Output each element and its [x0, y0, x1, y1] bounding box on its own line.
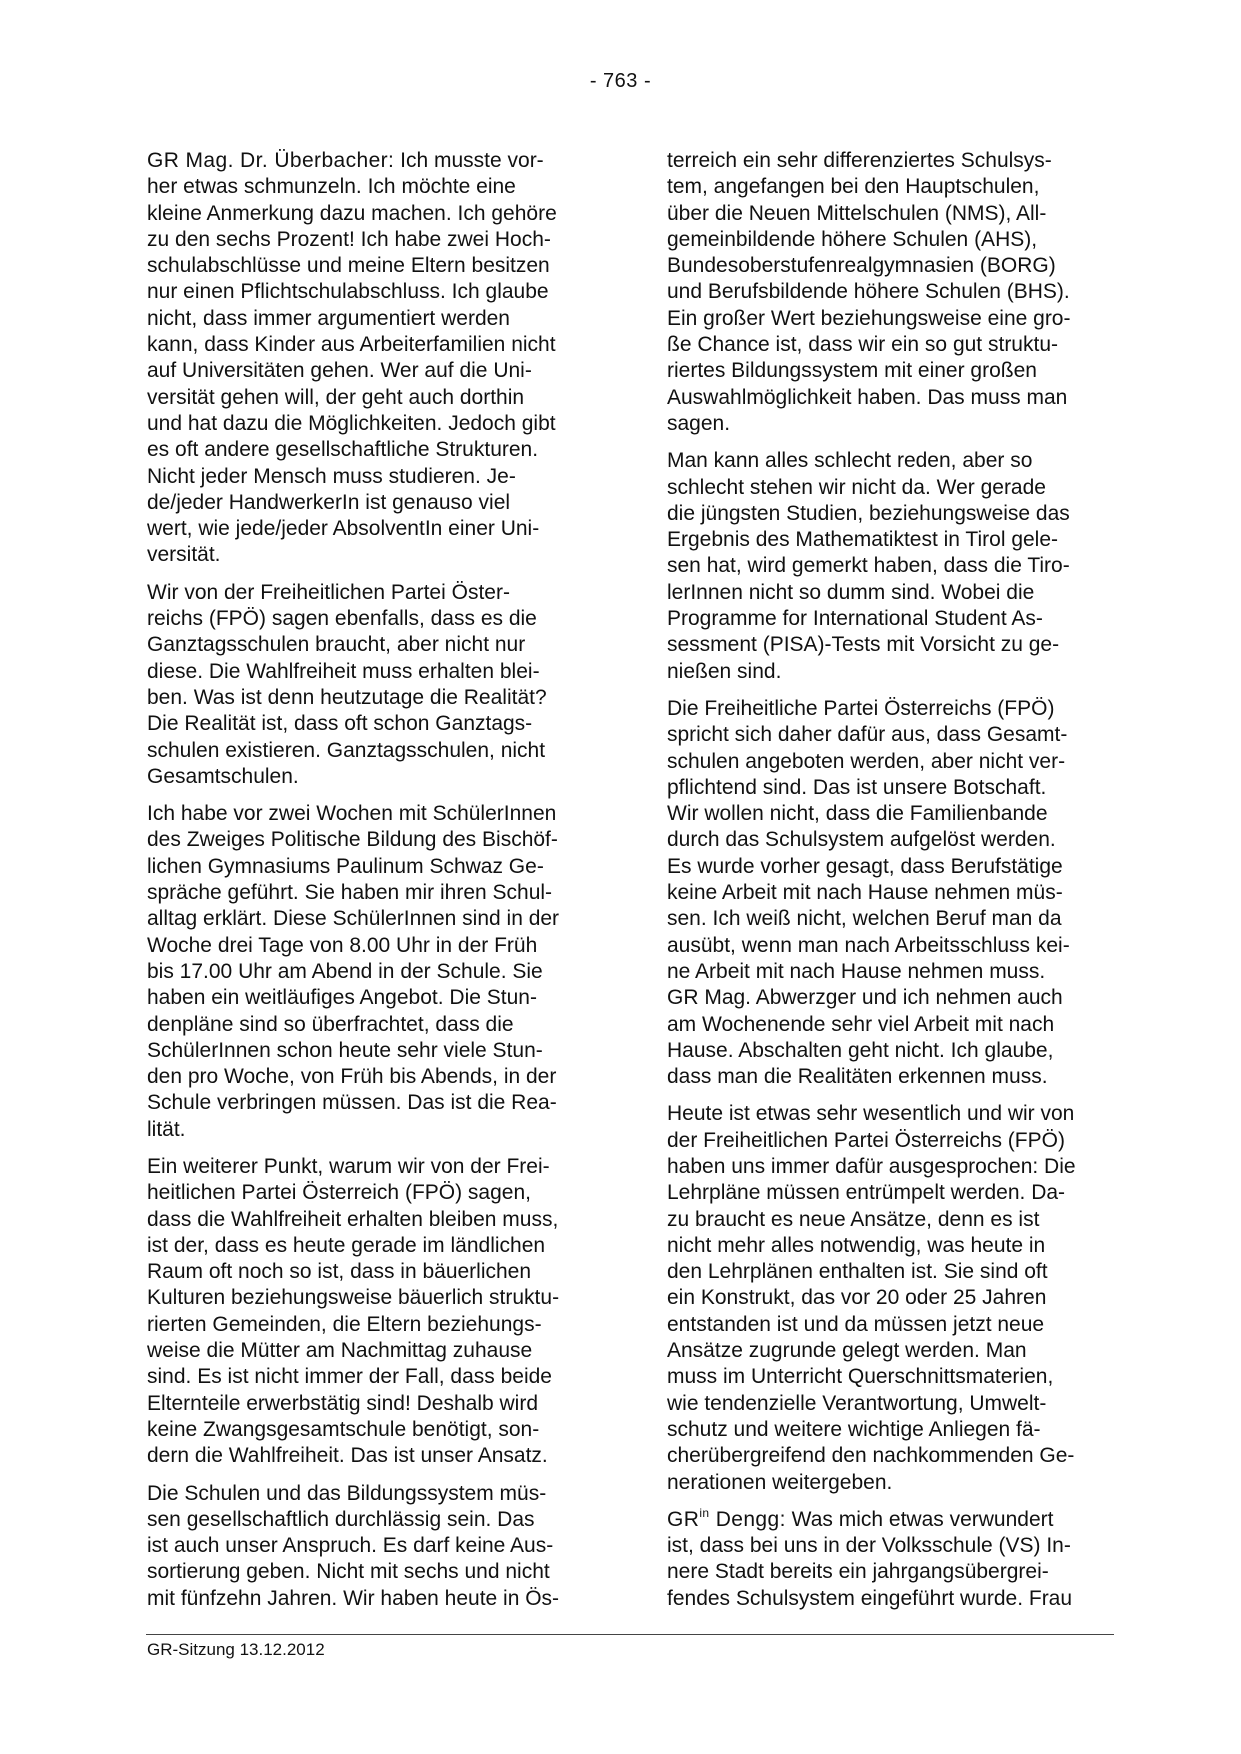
text-line: sagen. [667, 411, 731, 435]
text-line: versität gehen will, der geht auch dorthin [147, 385, 525, 409]
text-line: versität. [147, 543, 221, 567]
text-line: sen. Ich weiß nicht, welchen Beruf man da [667, 907, 1062, 931]
text-line: Raum oft noch so ist, dass in bäuerlichen [147, 1260, 532, 1284]
text-line: diese. Die Wahlfreiheit muss erhalten blei- [147, 659, 540, 683]
text-line: den Lehrplänen enthalten ist. Sie sind oft [667, 1260, 1048, 1284]
paragraph-schulsystem [667, 148, 1117, 437]
text-line: wie tendenzielle Verantwortung, Umwelt- [667, 1391, 1047, 1415]
text-line: Bundesoberstufenrealgymnasien (BORG) [667, 254, 1056, 278]
paragraph-schlecht-reden [667, 448, 1117, 685]
text-line: riertes Bildungssystem mit einer großen [667, 359, 1037, 383]
text-line: Programme for International Student As- [667, 607, 1043, 631]
text-line: Die Realität ist, dass oft schon Ganztags- [147, 712, 533, 736]
footer-session-date: GR-Sitzung 13.12.2012 [147, 1640, 325, 1659]
text-line: Kulturen beziehungsweise bäuerlich struktu- [147, 1286, 560, 1310]
text-line: wert, wie jede/jeder AbsolventIn einer Uni- [147, 517, 540, 541]
text-line: und Berufsbildende höhere Schulen (BHS). [667, 280, 1070, 304]
text-line: kleine Anmerkung dazu machen. Ich gehöre [147, 201, 557, 225]
text-line: ben. Was ist denn heutzutage die Realität? [147, 685, 547, 709]
text-line: alltag erklärt. Diese SchülerInnen sind in der [147, 907, 560, 931]
text-line: de/jeder HandwerkerIn ist genauso viel [147, 490, 511, 514]
text-line: denpläne sind so überfrachtet, dass die [147, 1012, 514, 1036]
text-line: ausübt, wenn man nach Arbeitsschluss kei- [667, 933, 1070, 957]
footer-divider [146, 1634, 1114, 1635]
text-line: keine Arbeit mit nach Hause nehmen müs- [667, 881, 1063, 905]
text-line: zu braucht es neue Ansätze, denn es ist [667, 1207, 1040, 1231]
text-line: und hat dazu die Möglichkeiten. Jedoch gibt [147, 411, 556, 435]
left-column [147, 148, 597, 1623]
text-line: schulen existieren. Ganztagsschulen, nicht [147, 738, 546, 762]
text-line: zu den sechs Prozent! Ich habe zwei Hoch- [147, 227, 551, 251]
text-line: sessment (PISA)-Tests mit Vorsicht zu ge- [667, 633, 1060, 657]
text-line: schulen angeboten werden, aber nicht ver- [667, 749, 1066, 773]
text-line: der Freiheitlichen Partei Österreichs (FPÖ) [667, 1128, 1065, 1152]
text-line: dern die Wahlfreiheit. Das ist unser Ansatz. [147, 1444, 548, 1468]
paragraph-ueberbacher [147, 148, 597, 569]
text-line: haben ein weitläufiges Angebot. Die Stun- [147, 986, 537, 1010]
text-line: haben uns immer dafür ausgesprochen: Die [667, 1154, 1076, 1178]
paragraph-schuelerinnen [147, 801, 597, 1143]
text-line: Ganztagsschulen braucht, aber nicht nur [147, 633, 526, 657]
paragraph-lehrplaene [667, 1101, 1117, 1495]
text-line: Schule verbringen müssen. Das ist die Rea- [147, 1091, 557, 1115]
text-line: dass die Wahlfreiheit erhalten bleiben muss, [147, 1207, 559, 1231]
text-line: nicht mehr alles notwendig, was heute in [667, 1233, 1046, 1257]
text-line: ße Chance ist, dass wir ein so gut struktu- [667, 333, 1058, 357]
text-line: Wir wollen nicht, dass die Familienbande [667, 802, 1048, 826]
text-line: Gesamtschulen. [147, 764, 299, 788]
text-line: nere Stadt bereits ein jahrgangsübergrei- [667, 1560, 1049, 1584]
text-line: ein Konstrukt, das vor 20 oder 25 Jahren [667, 1286, 1047, 1310]
text-line: lichen Gymnasiums Paulinum Schwaz Ge- [147, 854, 544, 878]
text-line: mit fünfzehn Jahren. Wir haben heute in Ös- [147, 1586, 560, 1610]
text-line: $GR^{in}$ Dengg: Was mich etwas verwundert [667, 1505, 1054, 1531]
text-line: nerationen weitergeben. [667, 1470, 893, 1494]
paragraph-weiterer-punkt [147, 1154, 597, 1470]
text-line: kann, dass Kinder aus Arbeiterfamilien nicht [147, 333, 556, 357]
text-line: schlecht stehen wir nicht da. Wer gerade [667, 475, 1046, 499]
text-line: Wir von der Freiheitlichen Partei Öster- [147, 580, 510, 604]
text-line: keine Zwangsgesamtschule benötigt, son- [147, 1417, 540, 1441]
text-line: heitlichen Partei Österreich (FPÖ) sagen, [147, 1181, 531, 1205]
text-line: ist der, dass es heute gerade im ländlichen [147, 1233, 546, 1257]
text-line: es oft andere gesellschaftliche Strukturen. [147, 438, 539, 462]
right-column [667, 148, 1117, 1623]
text-line: auf Universitäten gehen. Wer auf die Uni- [147, 359, 532, 383]
text-line: sortierung geben. Nicht mit sechs und nicht [147, 1560, 550, 1584]
page-number: - 763 - [589, 70, 652, 92]
text-line: schutz und weitere wichtige Anliegen fä- [667, 1417, 1041, 1441]
paragraph-dengg [667, 1507, 1117, 1612]
text-line: spricht sich daher dafür aus, dass Gesamt- [667, 723, 1068, 747]
text-line: Nicht jeder Mensch muss studieren. Je- [147, 464, 516, 488]
text-line: sen hat, wird gemerkt haben, dass die Tiro- [667, 554, 1070, 578]
speaker-name: GR Mag. Dr. Überbacher: [147, 149, 395, 172]
text-line: reichs (FPÖ) sagen ebenfalls, dass es die [147, 607, 537, 631]
text-line: pflichtend sind. Das ist unsere Botschaft. [667, 775, 1047, 799]
text-line: des Zweiges Politische Bildung des Bischöf- [147, 828, 558, 852]
text-line: gemeinbildende höhere Schulen (AHS), [667, 227, 1038, 251]
text-line: den pro Woche, von Früh bis Abends, in der [147, 1065, 557, 1089]
text-line: nur einen Pflichtschulabschluss. Ich glaube [147, 280, 549, 304]
paragraph-bildungssystem [147, 1481, 597, 1612]
text-line: sind. Es ist nicht immer der Fall, dass beide [147, 1365, 552, 1389]
text-line: Die Schulen und das Bildungssystem müs- [147, 1481, 547, 1505]
text-line: Ein großer Wert beziehungsweise eine gro- [667, 306, 1071, 330]
text-line: Woche drei Tage von 8.00 Uhr in der Früh [147, 933, 538, 957]
text-line: Es wurde vorher gesagt, dass Berufstätige [667, 854, 1063, 878]
text-line: die jüngsten Studien, beziehungsweise das [667, 501, 1070, 525]
text-line: GR Mag. Dr. Überbacher: Ich musste vor- [147, 149, 544, 172]
text-line: muss im Unterricht Querschnittsmaterien, [667, 1365, 1054, 1389]
text-line: Ansätze zugrunde gelegt werden. Man [667, 1339, 1027, 1363]
text-line: weise die Mütter am Nachmittag zuhause [147, 1339, 533, 1363]
text-line: entstanden ist und da müssen jetzt neue [667, 1312, 1045, 1336]
text-line: am Wochenende sehr viel Arbeit mit nach [667, 1012, 1055, 1036]
text-line: über die Neuen Mittelschulen (NMS), All- [667, 201, 1047, 225]
text-line: Hause. Abschalten geht nicht. Ich glaube, [667, 1038, 1054, 1062]
text-line: Man kann alles schlecht reden, aber so [667, 449, 1033, 473]
text-line: nießen sind. [667, 659, 782, 683]
text-line: Ich habe vor zwei Wochen mit SchülerInnen [147, 802, 557, 826]
text-line: Elternteile erwerbstätig sind! Deshalb wird [147, 1391, 539, 1415]
text-line: sen gesellschaftlich durchlässig sein. Das [147, 1507, 535, 1531]
text-line: lerInnen nicht so dumm sind. Wobei die [667, 580, 1035, 604]
speaker-name: $GR^{in}$ Dengg: [667, 1505, 786, 1531]
text-line: durch das Schulsystem aufgelöst werden. [667, 828, 1056, 852]
text-line: bis 17.00 Uhr am Abend in der Schule. Sie [147, 959, 543, 983]
text-line: spräche geführt. Sie haben mir ihren Schul- [147, 881, 553, 905]
text-line: GR Mag. Abwerzger und ich nehmen auch [667, 986, 1063, 1010]
text-line: cherübergreifend den nachkommenden Ge- [667, 1444, 1075, 1468]
text-line: SchülerInnen schon heute sehr viele Stun- [147, 1038, 543, 1062]
text-line: rierten Gemeinden, die Eltern beziehungs- [147, 1312, 542, 1336]
text-line: tem, angefangen bei den Hauptschulen, [667, 175, 1040, 199]
text-line: fendes Schulsystem eingeführt wurde. Frau [667, 1586, 1073, 1610]
text-line: Lehrpläne müssen entrümpelt werden. Da- [667, 1181, 1066, 1205]
text-line: Heute ist etwas sehr wesentlich und wir von [667, 1102, 1075, 1126]
text-line: ist auch unser Anspruch. Es darf keine Aus- [147, 1534, 554, 1558]
text-line: Ein weiterer Punkt, warum wir von der Frei- [147, 1154, 550, 1178]
text-line: schulabschlüsse und meine Eltern besitzen [147, 254, 550, 278]
text-line: her etwas schmunzeln. Ich möchte eine [147, 175, 516, 199]
text-line: terreich ein sehr differenziertes Schulsys- [667, 149, 1052, 172]
text-line: ist, dass bei uns in der Volksschule (VS) In- [667, 1534, 1071, 1558]
text-line: Die Freiheitliche Partei Österreichs (FPÖ) [667, 696, 1055, 720]
text-line: Auswahlmöglichkeit haben. Das muss man [667, 385, 1068, 409]
text-line: lität. [147, 1117, 186, 1141]
text-line: Ergebnis des Mathematiktest in Tirol gele- [667, 528, 1059, 552]
text-line: dass man die Realitäten erkennen muss. [667, 1065, 1048, 1089]
paragraph-gesamtschulen [667, 696, 1117, 1090]
paragraph-wahlfreiheit [147, 580, 597, 790]
text-line: ne Arbeit mit nach Hause nehmen muss. [667, 959, 1046, 983]
text-line: nicht, dass immer argumentiert werden [147, 306, 510, 330]
